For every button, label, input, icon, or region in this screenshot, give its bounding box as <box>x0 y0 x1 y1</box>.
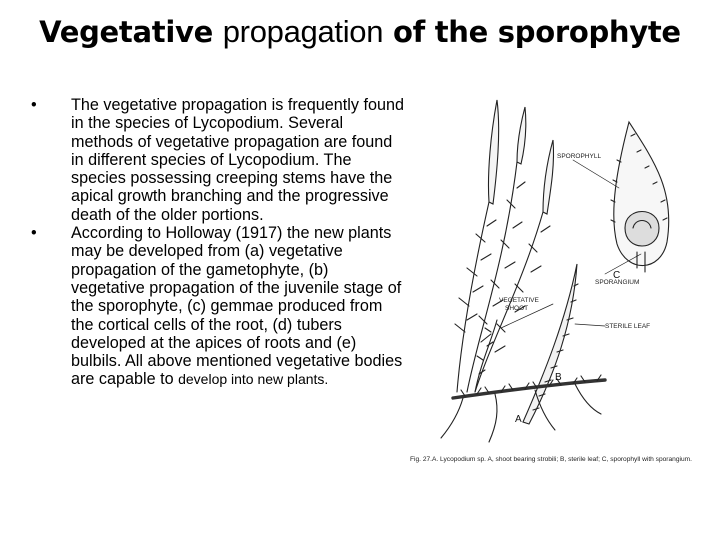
sterile-leaf-b <box>523 264 577 424</box>
figure-letter-a: A <box>515 414 522 425</box>
figure-letter-b: B <box>555 372 562 383</box>
slide-title <box>0 14 720 50</box>
sporophyll-label: SPOROPHYLL <box>557 153 602 160</box>
root <box>489 394 497 442</box>
vegetative-shoot-label-line2: SHOOT <box>505 305 529 312</box>
bullet-text: The vegetative propagation is frequently found in the species of Lycopodium. Several methods of vegetative propagation are found in different species of Lycopodium. The species possessing creeping stems have the apical growth branching and the progressive death of the older portions. <box>71 96 404 224</box>
strobilus-left <box>488 100 498 204</box>
vegetative-shoot-label-line1: VEGETATIVE <box>499 297 539 304</box>
sterile-leaf-label: STERILE LEAF <box>605 323 651 330</box>
sporangium-label: SPORANGIUM <box>595 279 640 286</box>
bullet-list <box>30 96 405 389</box>
strobilus-middle <box>517 107 526 164</box>
title-part-2: propagation <box>222 14 384 49</box>
bullet-item <box>30 224 405 389</box>
bullet-text: According to Holloway (1917) the new plants may be developed from (a) vegetative propagation of the gametophyte, (b) vegetative propagation of the juvenile stage of the sporophyte, (c) gemmae produced from the cortical cells of the root, (d) tubers developed at the apices of roots and (e) bulbils. All above mentioned vegetative bodies are capable to <box>71 224 403 389</box>
strobilus-right <box>543 140 554 214</box>
lycopodium-drawing <box>405 92 707 487</box>
title-part-1: Vegetative <box>39 15 223 49</box>
root <box>441 398 463 438</box>
title-part-3: of the sporophyte <box>383 15 681 49</box>
figure-caption: Fig. 27.A. Lycopodium sp. A, shoot bearing strobili; B, sterile leaf; C, sporophyll with sporangium. <box>410 456 692 463</box>
sporangium <box>625 212 659 247</box>
figure-letter-c: C <box>613 270 621 281</box>
bullet-item <box>30 96 405 224</box>
lycopodium-illustration <box>405 92 707 487</box>
root <box>575 384 601 414</box>
bullet-tail-text: develop into new plants. <box>178 371 329 388</box>
